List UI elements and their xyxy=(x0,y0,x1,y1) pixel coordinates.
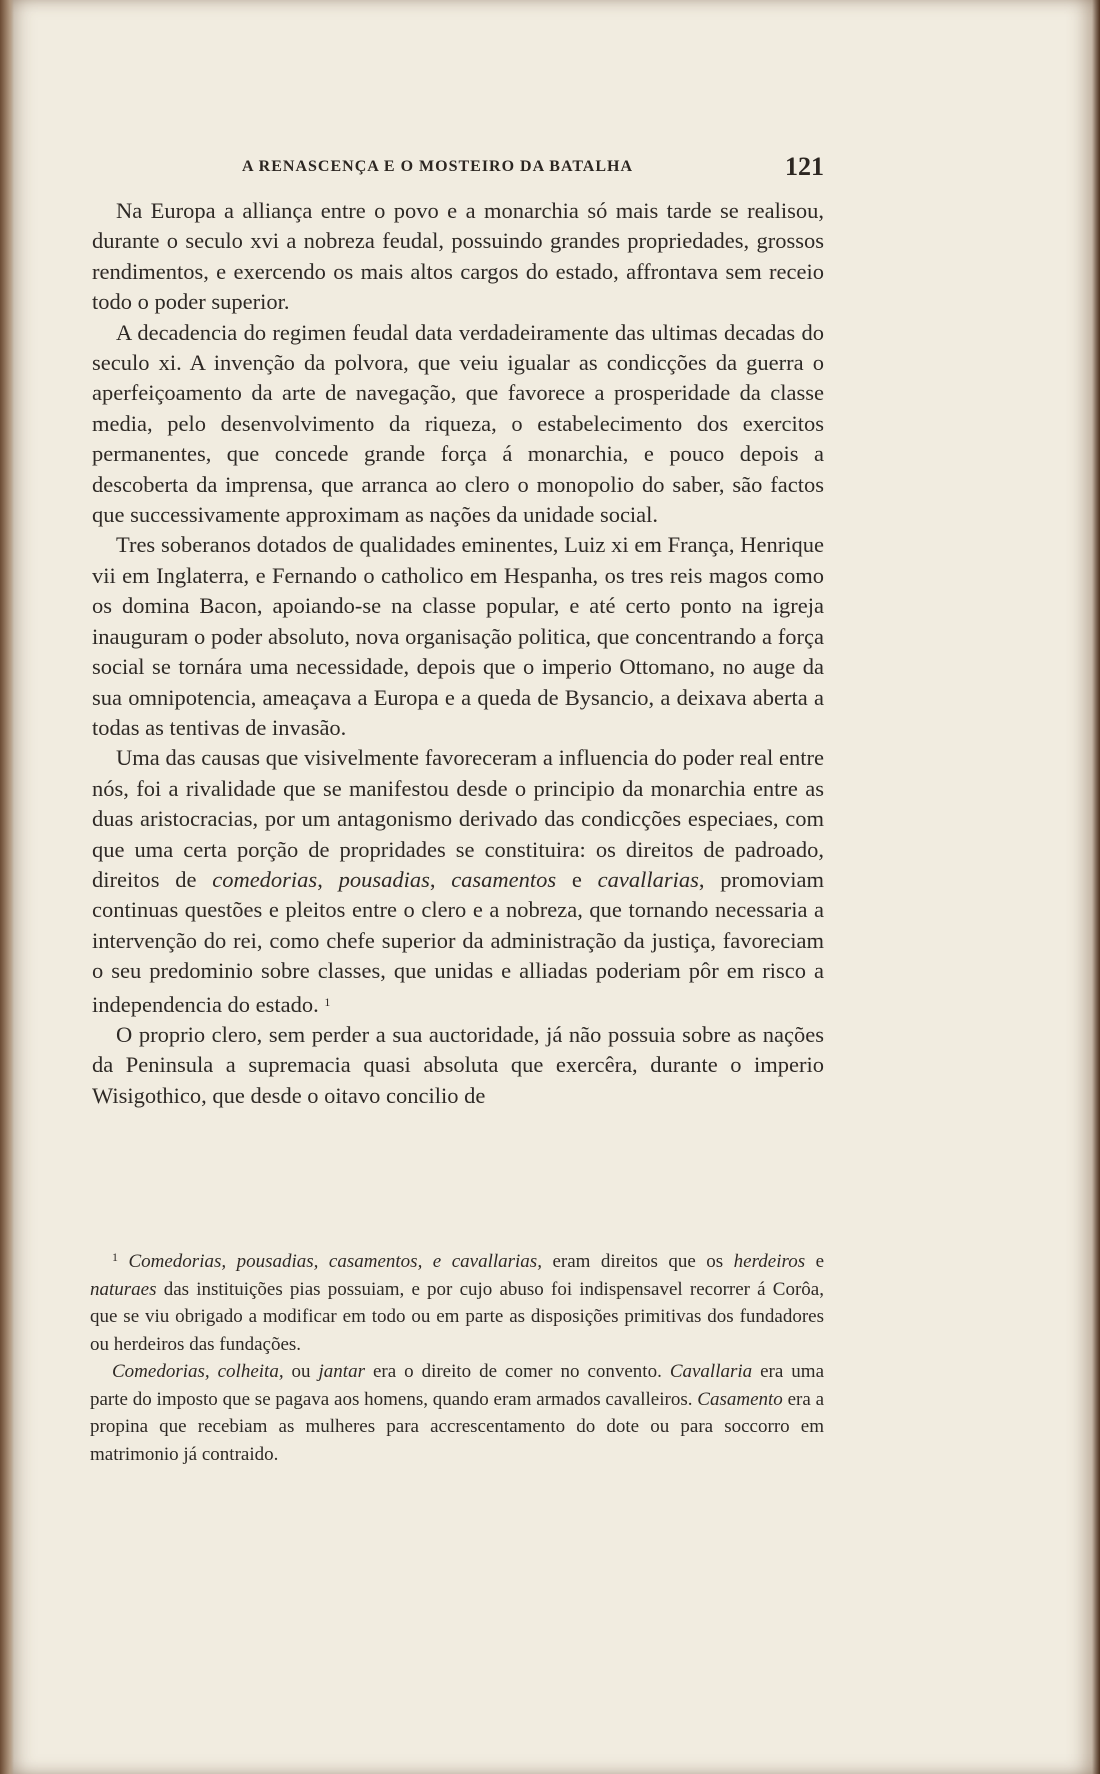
footnote-2-text-b: era o direito de comer no convento. xyxy=(372,1361,662,1382)
footnote-1-text-a: eram direitos que os xyxy=(552,1251,724,1272)
footnote-2-text-a: ou xyxy=(291,1361,311,1382)
paragraph-4-text-d: e xyxy=(571,866,582,892)
footnote-marker: 1 xyxy=(112,1250,118,1264)
main-text xyxy=(92,196,824,1111)
paragraph-1: Na Europa a alliança entre o povo e a monarchia só mais tarde se realisou, durante o seculo xvi a nobreza feudal, possuindo grandes propriedades, grossos rendimentos, e exercendo os mais altos cargos do estado, affrontava sem receio todo o poder superior. xyxy=(92,198,824,315)
footnote-term-comedorias: Comedorias, colheita, xyxy=(112,1361,284,1382)
paragraph-5: O proprio clero, sem perder a sua auctoridade, já não possuia sobre as nações da Peninsula a supremacia quasi absoluta que exercêra, durante o imperio Wisigothico, que desde o oitavo concilio de xyxy=(92,1021,824,1108)
paragraph-4-text-c: , xyxy=(429,866,436,892)
footnote-1-text-b: e xyxy=(815,1251,825,1272)
paragraph-4 xyxy=(92,743,824,1020)
footnotes xyxy=(90,1244,824,1468)
page-number: 121 xyxy=(785,152,824,181)
footnote-term-cavallaria: Cavallaria xyxy=(669,1361,753,1382)
footnote-term-jantar: jantar xyxy=(318,1361,365,1382)
footnote-reference[interactable]: 1 xyxy=(324,994,331,1009)
paragraph-3: Tres soberanos dotados de qualidades eminentes, Luiz xi em França, Henrique vii em Inglaterra, e Fernando o catholico em Hespanha, os tres reis magos como os domina Bacon, apoiando-se na classe popular, e até certo ponto na igreja inauguram o poder absoluto, nova organisação politica, que concentrando a força social se tornára uma necessidade, depois que o imperio Ottomano, no auge da sua omnipotencia, ameaçava a Europa e a queda de Bysancio, a deixava aberta a todas as tentivas de invasão. xyxy=(92,532,824,740)
footnote-2-text-c: era uma parte do imposto que se pagava aos homens, quando eram armados cavalleiros. xyxy=(90,1361,824,1410)
term-pousadias: pousadias xyxy=(338,866,430,892)
footnote-2-text-d: era a propina que recebiam as mulheres para accrescentamento do dote ou para soccorro em matrimonio já contraido. xyxy=(90,1388,824,1465)
footnote-2 xyxy=(90,1358,824,1468)
footnote-terms: Comedorias, pousadias, casamentos, e cavallarias, xyxy=(128,1251,542,1272)
term-cavallarias: cavallarias xyxy=(597,866,699,892)
term-casamentos: casamentos xyxy=(451,866,557,892)
footnote-term-naturaes: naturaes xyxy=(90,1278,157,1300)
paragraph-2: A decadencia do regimen feudal data verdadeiramente das ultimas decadas do seculo xi. A invenção da polvora, que veiu igualar as condicções da guerra o aperfeiçoamento da arte de navegação, que favorece a prosperidade da classe media, pelo desenvolvimento da riqueza, o estabelecimento dos exercitos permanentes, que concede grande força á monarchia, e pouco depois a descoberta da imprensa, que arranca ao clero o monopolio do saber, são factos que successivamente approximam as nações da unidade social. xyxy=(92,319,824,528)
footnote-1-text-c: das instituições pias possuiam, e por cujo abuso foi indispensavel recorrer á Corôa, que se viu obrigado a modificar em todo ou em parte as disposições primitivas dos fundadores ou herdeiros das fundações. xyxy=(90,1278,824,1355)
footnote-1 xyxy=(90,1244,824,1358)
footnote-term-herdeiros: herdeiros xyxy=(733,1251,806,1272)
footnote-term-casamento: Casamento xyxy=(697,1388,783,1410)
running-title: A RENASCENÇA E O MOSTEIRO DA BATALHA xyxy=(242,158,634,175)
paragraph-4-text-e: , promoviam continuas questões e pleitos entre o clero e a nobreza, que tornando necessaria a intervenção do rei, como chefe superior da administração da justiça, favoreciam o seu predominio sobre classes, que unidas e alliadas poderiam pôr em risco a independencia do estado. xyxy=(92,866,824,1017)
page-spine-shadow xyxy=(0,0,14,1774)
term-comedorias: comedorias xyxy=(212,866,318,892)
paragraph-4-text-b: , xyxy=(317,866,323,892)
page-header xyxy=(92,152,824,186)
paragraph-4-text-a: Uma das causas que visivelmente favoreceram a influencia do poder real entre nós, foi a rivalidade que se manifestou desde o principio da monarchia entre as duas aristocracias, por um antagonismo derivado das condicções especiaes, com que uma certa porção de propridades se constituira: os direitos de padroado, direitos de xyxy=(92,745,824,892)
page-edge-shadow xyxy=(1092,0,1100,1774)
